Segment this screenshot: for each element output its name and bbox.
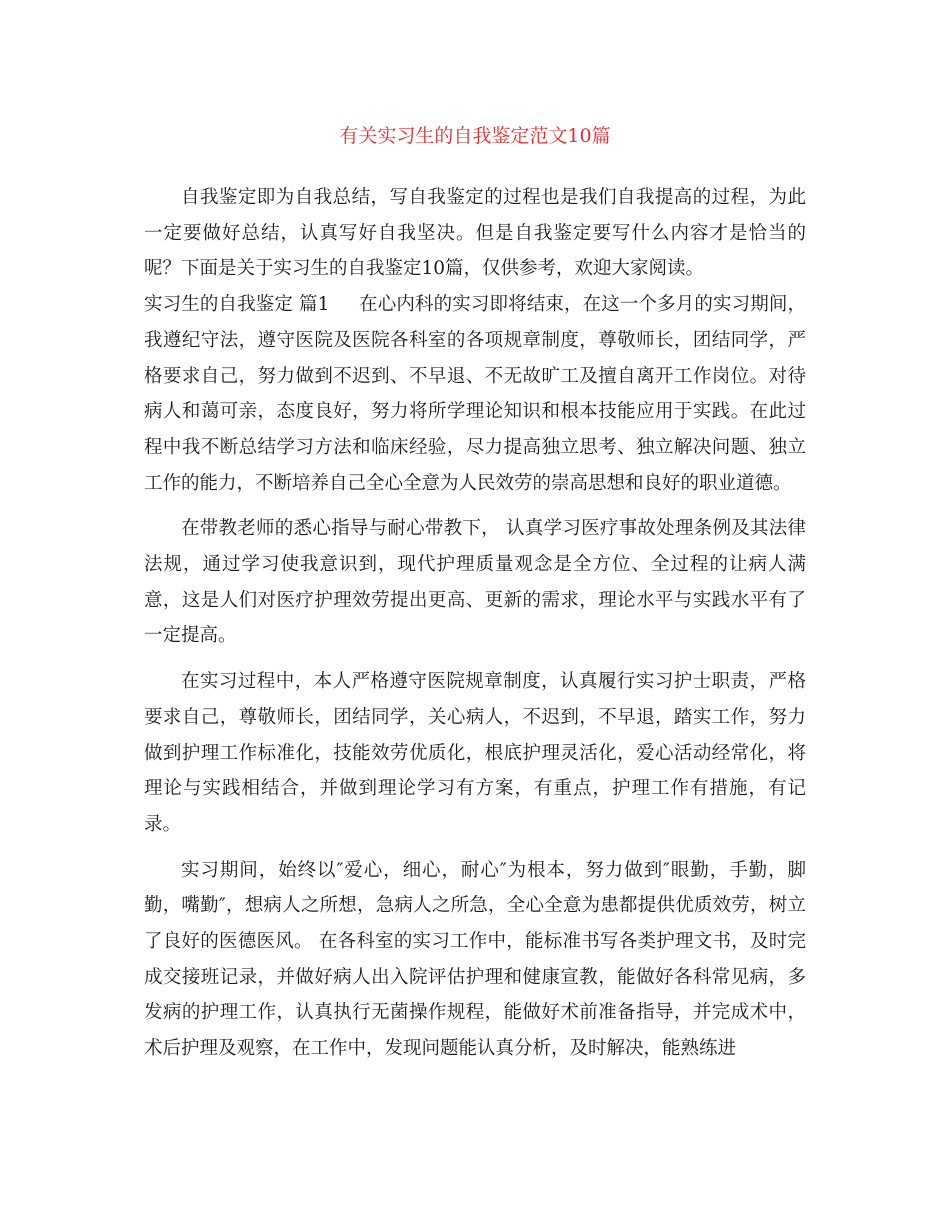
section1-para1-text: 在心内科的实习即将结束，在这一个多月的实习期间，我遵纪守法，遵守医院及医院各科室的各项规章制度，尊敬师长，团结同学，严格要求自己，努力做到不迟到、不早退、不无故旷工及擅自离开工作岗位。对待病人和蔼可亲，态度良好，努力将所学理论知识和根本技能应用于实践。在此过程中我不断总结学习方法和临床经验，尽力提高独立思考、独立解决问题、独立工作的能力，不断培养自己全心全意为人民效劳的崇高思想和良好的职业道德。 <box>144 294 806 494</box>
intro-paragraph: 自我鉴定即为自我总结，写自我鉴定的过程也是我们自我提高的过程，为此一定要做好总结，认真写好自我坚决。但是自我鉴定要写什么内容才是恰当的呢？下面是关于实习生的自我鉴定10篇，仅供参考，欢迎大家阅读。 <box>144 187 806 280</box>
section1-paragraph-3: 在实习过程中，本人严格遵守医院规章制度，认真履行实习护士职责，严格要求自己，尊敬师长，团结同学，关心病人，不迟到，不早退，踏实工作，努力做到护理工作标准化，技能效劳优质化，根底护理灵活化，爱心活动经常化，将理论与实践相结合，并做到理论学习有方案，有重点，护理工作有措施，有记录。 <box>144 671 806 835</box>
document-title: 有关实习生的自我鉴定范文10篇 <box>339 125 611 147</box>
section1-paragraph-4: 实习期间，始终以″爱心，细心，耐心″为根本，努力做到″眼勤，手勤，脚勤，嘴勤″，想病人之所想，急病人之所急，全心全意为患都提供优质效劳，树立了良好的医德医风。 在各科室的实习工作中，能标准书写各类护理文书，及时完成交接班记录，并做好病人出入院评估护理和健康宣教，能做好各科常见病，多发病的护理工作，认真执行无菌操作规程，能做好术前准备指导，并完成术中，术后护理及观察，在工作中，发现问题能认真分析，及时解决，能熟练进 <box>144 859 806 1060</box>
section1-paragraph-2: 在带教老师的悉心指导与耐心带教下， 认真学习医疗事故处理条例及其法律法规，通过学习使我意识到，现代护理质量观念是全方位、全过程的让病人满意，这是人们对医疗护理效劳提出更高、更新的需求，理论水平与实践水平有了一定提高。 <box>144 518 806 647</box>
document-body <box>144 180 806 1077</box>
section1-first-paragraph <box>144 287 806 501</box>
section1-heading: 实习生的自我鉴定 篇1 <box>144 294 330 316</box>
